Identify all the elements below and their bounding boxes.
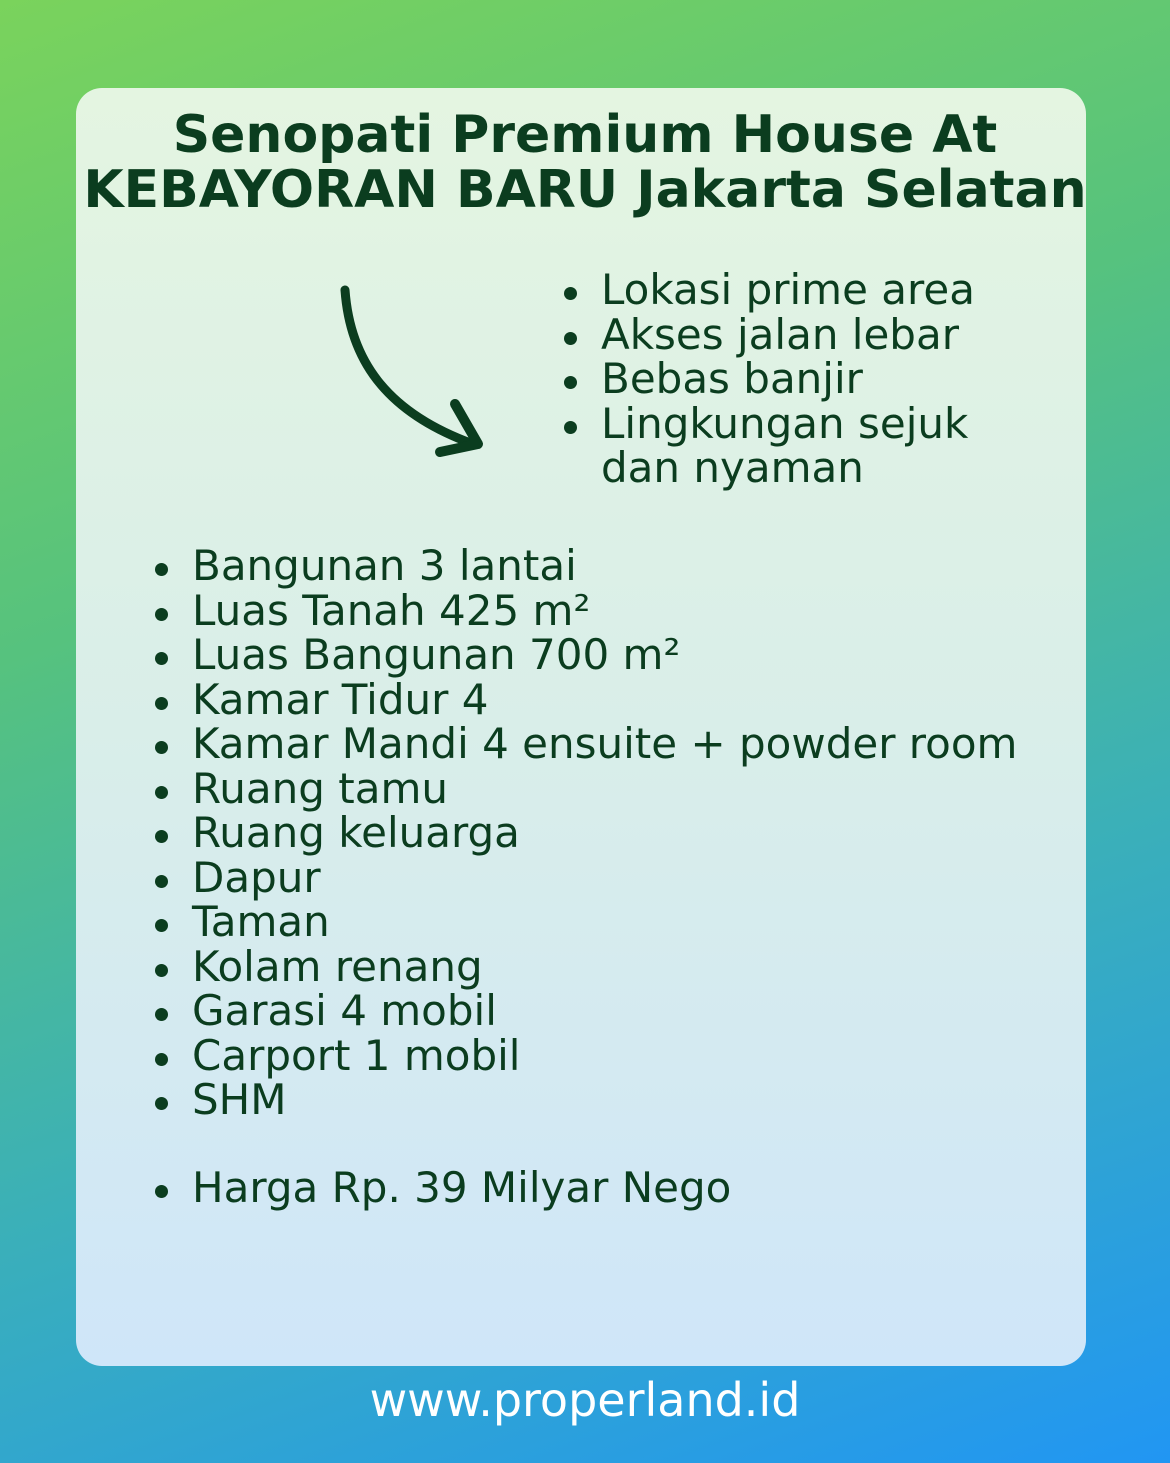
price-list <box>192 1163 1072 1212</box>
spec-item: Ruang keluarga <box>192 811 1072 856</box>
spec-item: SHM <box>192 1078 1072 1123</box>
spec-list <box>192 541 1072 1124</box>
spec-item: Carport 1 mobil <box>192 1034 1072 1079</box>
feature-list <box>601 265 1031 492</box>
spec-item: Garasi 4 mobil <box>192 989 1072 1034</box>
feature-item: Akses jalan lebar <box>601 313 1031 358</box>
curved-arrow-icon <box>330 284 500 464</box>
spec-item: Dapur <box>192 856 1072 901</box>
title-line-2: KEBAYORAN BARU Jakarta Selatan <box>83 160 1087 220</box>
feature-item: Lingkungan sejuk dan nyaman <box>601 402 1031 491</box>
title-line-1: Senopati Premium House At <box>172 105 998 165</box>
spec-item: Ruang tamu <box>192 767 1072 812</box>
spec-item: Taman <box>192 900 1072 945</box>
spec-item: Kamar Mandi 4 ensuite + powder room <box>192 722 1072 767</box>
listing-title <box>0 105 1170 220</box>
website-url: www.properland.id <box>369 1373 801 1427</box>
spec-item: Bangunan 3 lantai <box>192 544 1072 589</box>
spec-item: Luas Tanah 425 m² <box>192 589 1072 634</box>
spec-item: Luas Bangunan 700 m² <box>192 633 1072 678</box>
price-item: Harga Rp. 39 Milyar Nego <box>192 1166 1072 1211</box>
feature-item: Bebas banjir <box>601 357 1031 402</box>
feature-item: Lokasi prime area <box>601 268 1031 313</box>
spec-item: Kolam renang <box>192 945 1072 990</box>
spec-item: Kamar Tidur 4 <box>192 678 1072 723</box>
